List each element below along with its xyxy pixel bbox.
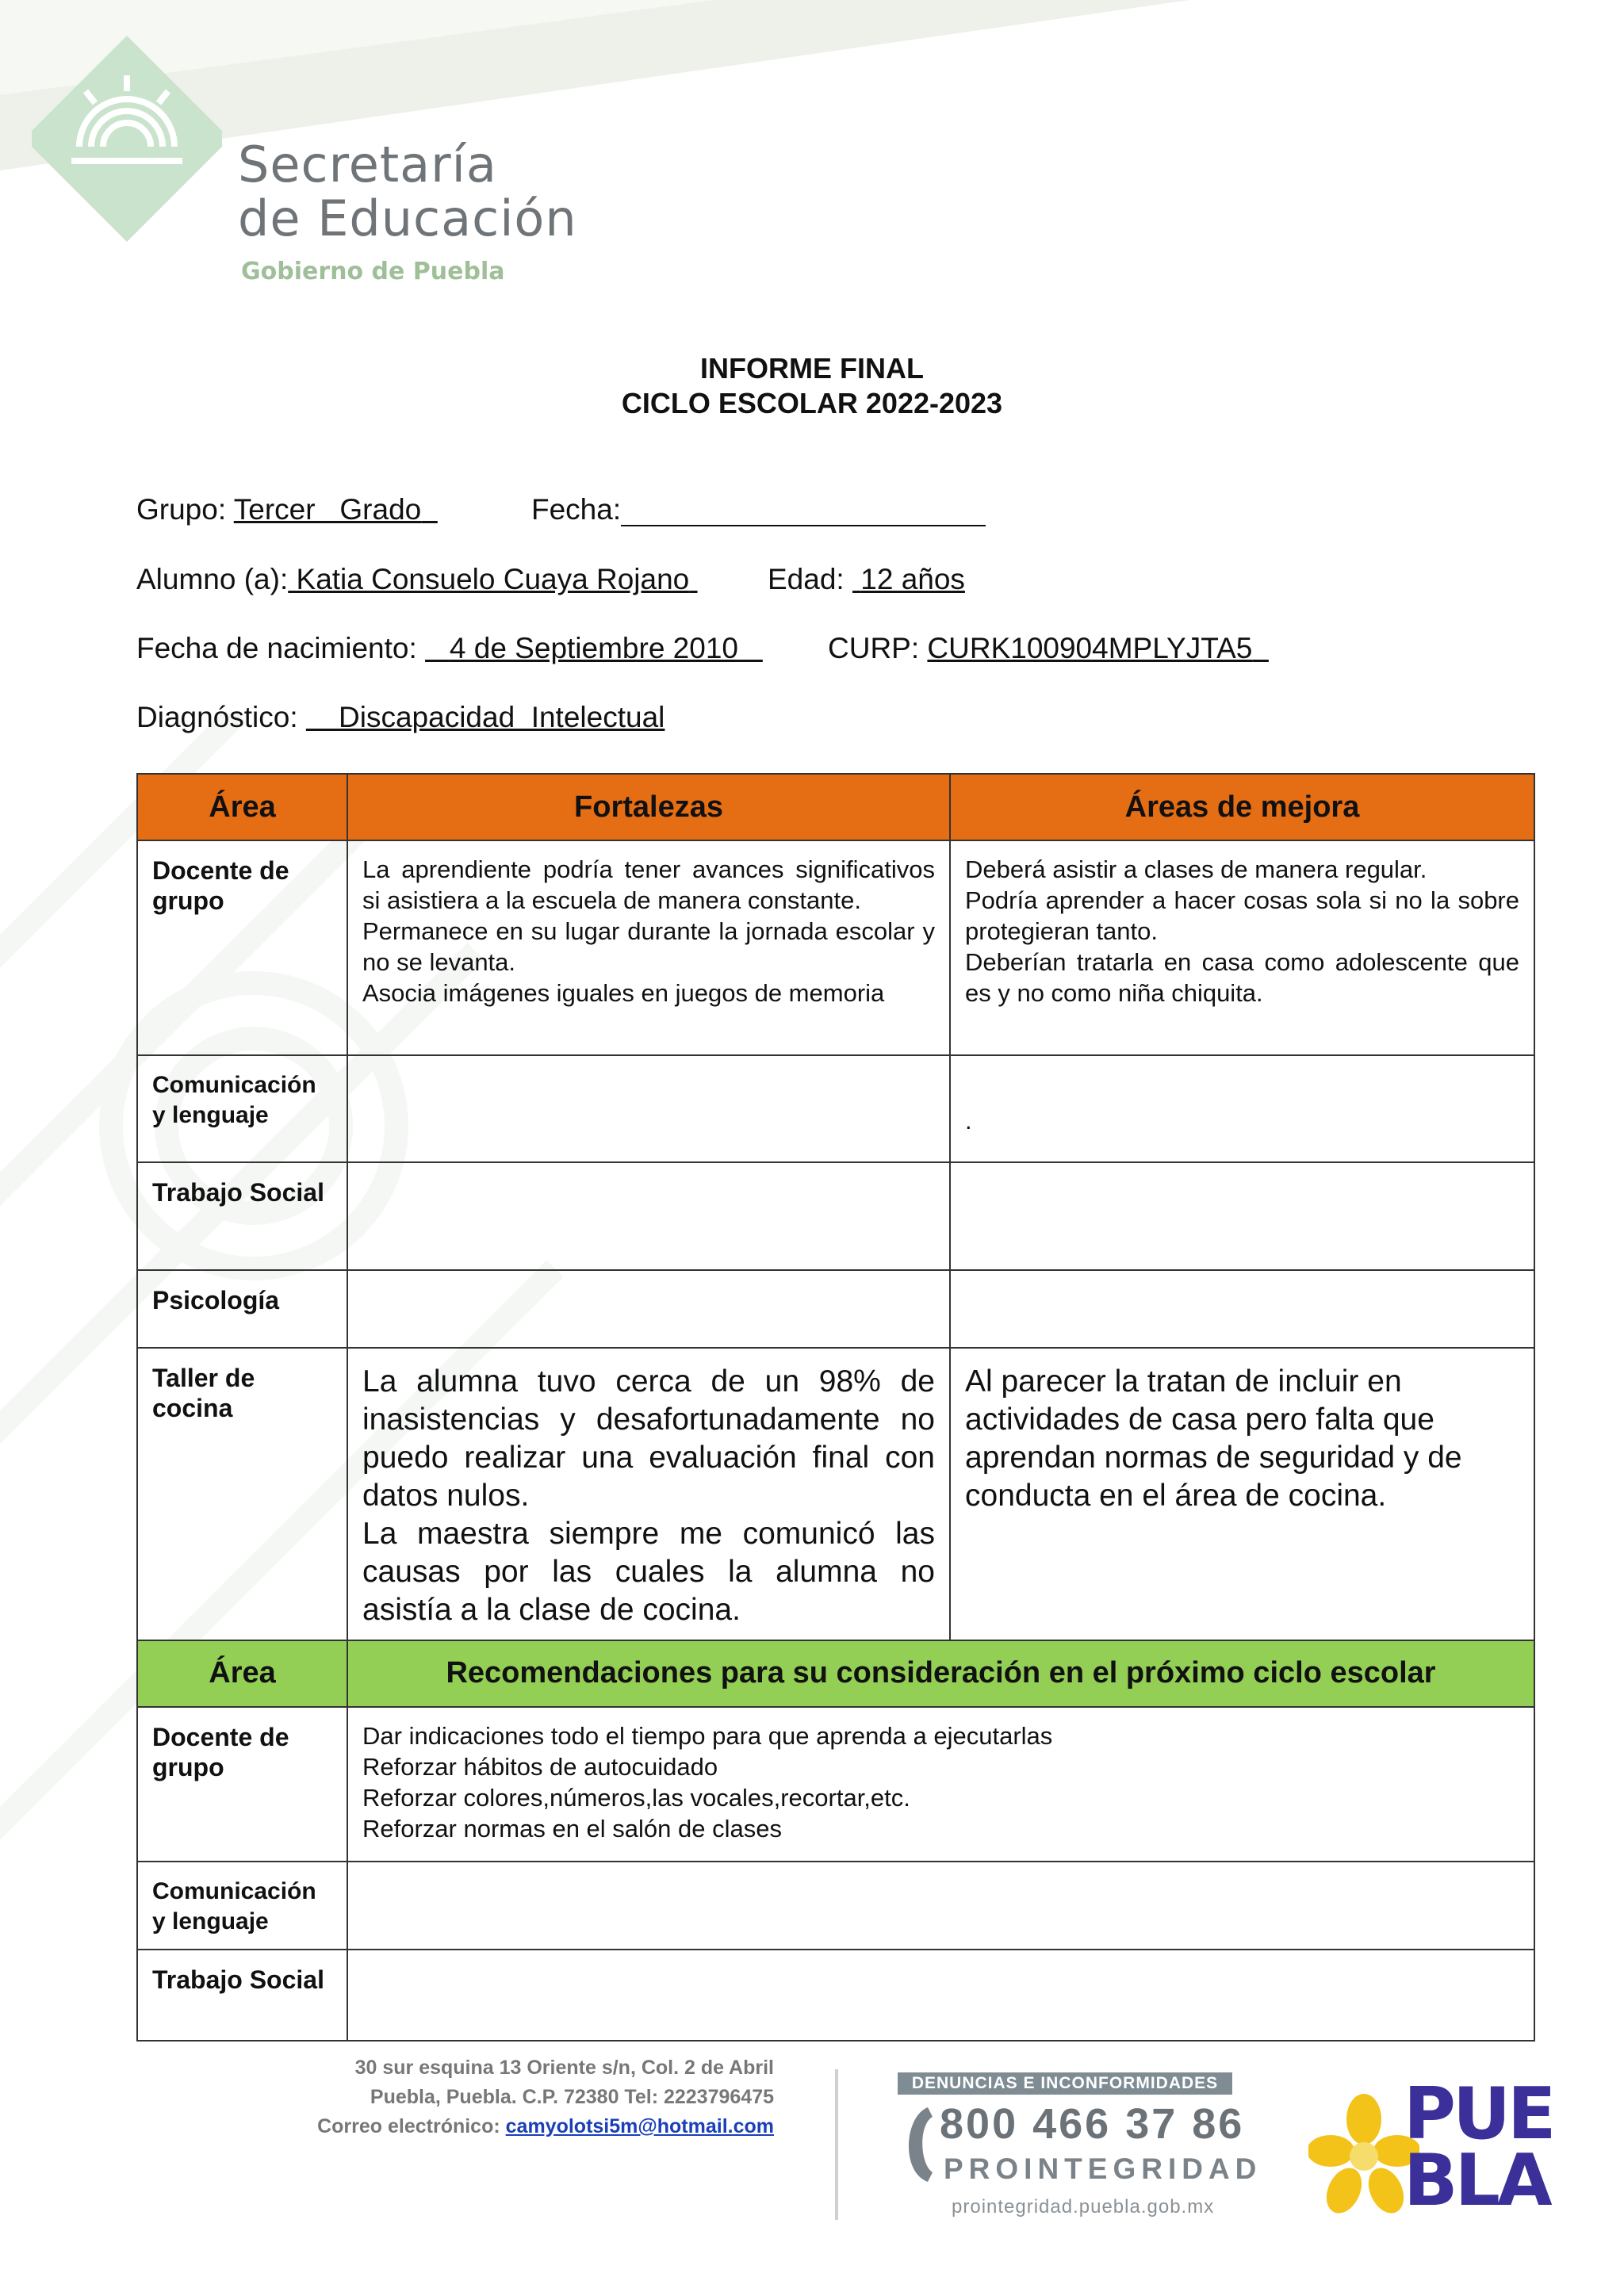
area-comunicacion-2: Comunicación y lenguaje <box>137 1862 347 1949</box>
mejora-docente-p1: Deberá asistir a clases de manera regular. <box>965 855 1427 884</box>
diagnostico-value: Discapacidad Intelectual <box>339 701 665 733</box>
row-trabajo-social <box>137 1162 1534 1269</box>
diagnostico-line <box>136 701 665 734</box>
puebla-logo <box>1308 2068 1553 2226</box>
row-psicologia <box>137 1270 1534 1348</box>
prointegridad-url: prointegridad.puebla.gob.mx <box>952 2196 1215 2218</box>
phone-icon <box>896 2101 936 2188</box>
fortalezas-psicologia <box>347 1270 950 1348</box>
footer-email-line <box>238 2112 774 2141</box>
alumno-label: Alumno (a): <box>136 563 289 595</box>
recomendacion-2: Reforzar hábitos de autocuidado <box>362 1752 718 1781</box>
grupo-label: Grupo: <box>136 493 227 526</box>
footer-divider <box>835 2069 838 2220</box>
puebla-word-line1: PUE <box>1404 2072 1553 2156</box>
edad-value: 12 años <box>860 563 965 595</box>
report-table <box>136 773 1535 2042</box>
report-title: INFORME FINAL <box>700 352 924 385</box>
fecha-value <box>621 496 986 526</box>
header-area: Área <box>137 774 347 840</box>
fortalezas-cocina-p1: La alumna tuvo cerca de un 98% de inasistencias y desafortunadamente no puedo realizar una evaluación final con datos nulos. <box>362 1364 935 1513</box>
recomendaciones-comunicacion <box>347 1862 1534 1949</box>
alumno-value: Katia Consuelo Cuaya Rojano <box>296 563 690 595</box>
footer-email-label: Correo electrónico: <box>317 2115 500 2137</box>
footer-address-line2: Puebla, Puebla. C.P. 72380 Tel: 2223796475 <box>370 2086 774 2108</box>
nacimiento-value: 4 de Septiembre 2010 <box>449 632 738 664</box>
secretaria-emblem-icon <box>32 32 222 246</box>
mejora-docente-p3: Deberían tratarla en casa como adolescente que es y no como niña chiquita. <box>965 948 1519 1008</box>
footer-address <box>238 2053 774 2141</box>
mejora-psicologia <box>950 1270 1534 1348</box>
header-areas-de-mejora: Áreas de mejora <box>950 774 1534 840</box>
recomendaciones-trabajo-social <box>347 1950 1534 2041</box>
fecha-label: Fecha: <box>531 493 622 526</box>
diagnostico-label: Diagnóstico: <box>136 701 298 733</box>
row-comunicacion-2 <box>137 1862 1534 1949</box>
mejora-trabajo-social <box>950 1162 1534 1269</box>
grupo-value: Tercer Grado <box>233 493 422 526</box>
grupo-line <box>136 493 438 526</box>
recomendaciones-docente <box>347 1707 1534 1862</box>
header-area-2: Área <box>137 1640 347 1707</box>
alumno-line <box>136 563 698 596</box>
area-taller-cocina: Taller de cocina <box>137 1348 347 1640</box>
mejora-taller-cocina <box>950 1348 1534 1640</box>
row-docente <box>137 840 1534 1055</box>
fortalezas-cocina-p2: La maestra siempre me comunicó las causas por las cuales la alumna no asistía a la clase de cocina. <box>362 1516 935 1627</box>
nacimiento-line <box>136 632 763 665</box>
logo-secretaria: Secretaría <box>238 136 497 193</box>
mejora-comunicacion: . <box>950 1055 1534 1162</box>
row-comunicacion <box>137 1055 1534 1162</box>
denuncias-banner: DENUNCIAS E INCONFORMIDADES <box>898 2072 1232 2095</box>
fortalezas-docente <box>347 840 950 1055</box>
report-subtitle: CICLO ESCOLAR 2022-2023 <box>621 387 1003 419</box>
footer-address-line1: 30 sur esquina 13 Oriente s/n, Col. 2 de Abril <box>354 2057 774 2079</box>
fortalezas-comunicacion <box>347 1055 950 1162</box>
fortalezas-trabajo-social <box>347 1162 950 1269</box>
row-taller-cocina <box>137 1348 1534 1640</box>
curp-label: CURP: <box>828 632 920 664</box>
fortalezas-docente-p3: Asocia imágenes iguales en juegos de memoria <box>362 979 885 1008</box>
fortalezas-taller-cocina <box>347 1348 950 1640</box>
area-docente: Docente de grupo <box>137 840 347 1055</box>
table2-header-row <box>137 1640 1534 1707</box>
row-trabajo-social-2 <box>137 1950 1534 2041</box>
area-trabajo-social: Trabajo Social <box>137 1162 347 1269</box>
prointegridad-phone: 800 466 37 86 <box>940 2100 1245 2148</box>
fecha-line <box>531 493 986 526</box>
fortalezas-docente-p2: Permanece en su lugar durante la jornada escolar y no se levanta. <box>362 917 935 977</box>
mejora-docente-p2: Podría aprender a hacer cosas sola si no la sobre protegieran tanto. <box>965 886 1519 946</box>
mejora-docente <box>950 840 1534 1055</box>
prointegridad-title: PROINTEGRIDAD <box>944 2152 1262 2185</box>
puebla-flower-icon <box>1308 2091 1419 2218</box>
puebla-word-line2: BLA <box>1404 2139 1549 2222</box>
area-psicologia: Psicología <box>137 1270 347 1348</box>
mejora-cocina-p1: Al parecer la tratan de incluir en actividades de casa pero falta que aprendan normas de seguridad y de conducta en el área de cocina. <box>965 1364 1462 1513</box>
recomendacion-3: Reforzar colores,números,las vocales,recortar,etc. <box>362 1783 910 1812</box>
curp-value: CURK100904MPLYJTA5 <box>927 632 1253 664</box>
nacimiento-label: Fecha de nacimiento: <box>136 632 417 664</box>
area-comunicacion: Comunicación y lenguaje <box>137 1055 347 1162</box>
header-fortalezas: Fortalezas <box>347 774 950 840</box>
logo-educacion: de Educación <box>238 189 577 247</box>
fortalezas-docente-p1: La aprendiente podría tener avances significativos si asistiera a la escuela de manera constante. <box>362 855 935 915</box>
area-docente-2: Docente de grupo <box>137 1707 347 1862</box>
area-trabajo-social-2: Trabajo Social <box>137 1950 347 2041</box>
row-docente-2 <box>137 1707 1534 1862</box>
recomendacion-4: Reforzar normas en el salón de clases <box>362 1814 782 1843</box>
footer-email-link[interactable]: camyolotsi5m@hotmail.com <box>505 2115 774 2137</box>
recomendacion-1: Dar indicaciones todo el tiempo para que aprenda a ejecutarlas <box>362 1721 1053 1750</box>
edad-line <box>768 563 965 596</box>
logo-gobierno: Gobierno de Puebla <box>241 258 505 285</box>
header-recomendaciones: Recomendaciones para su consideración en el próximo ciclo escolar <box>347 1640 1534 1707</box>
table1-header-row <box>137 774 1534 840</box>
edad-label: Edad: <box>768 563 845 595</box>
curp-line <box>828 632 1269 665</box>
